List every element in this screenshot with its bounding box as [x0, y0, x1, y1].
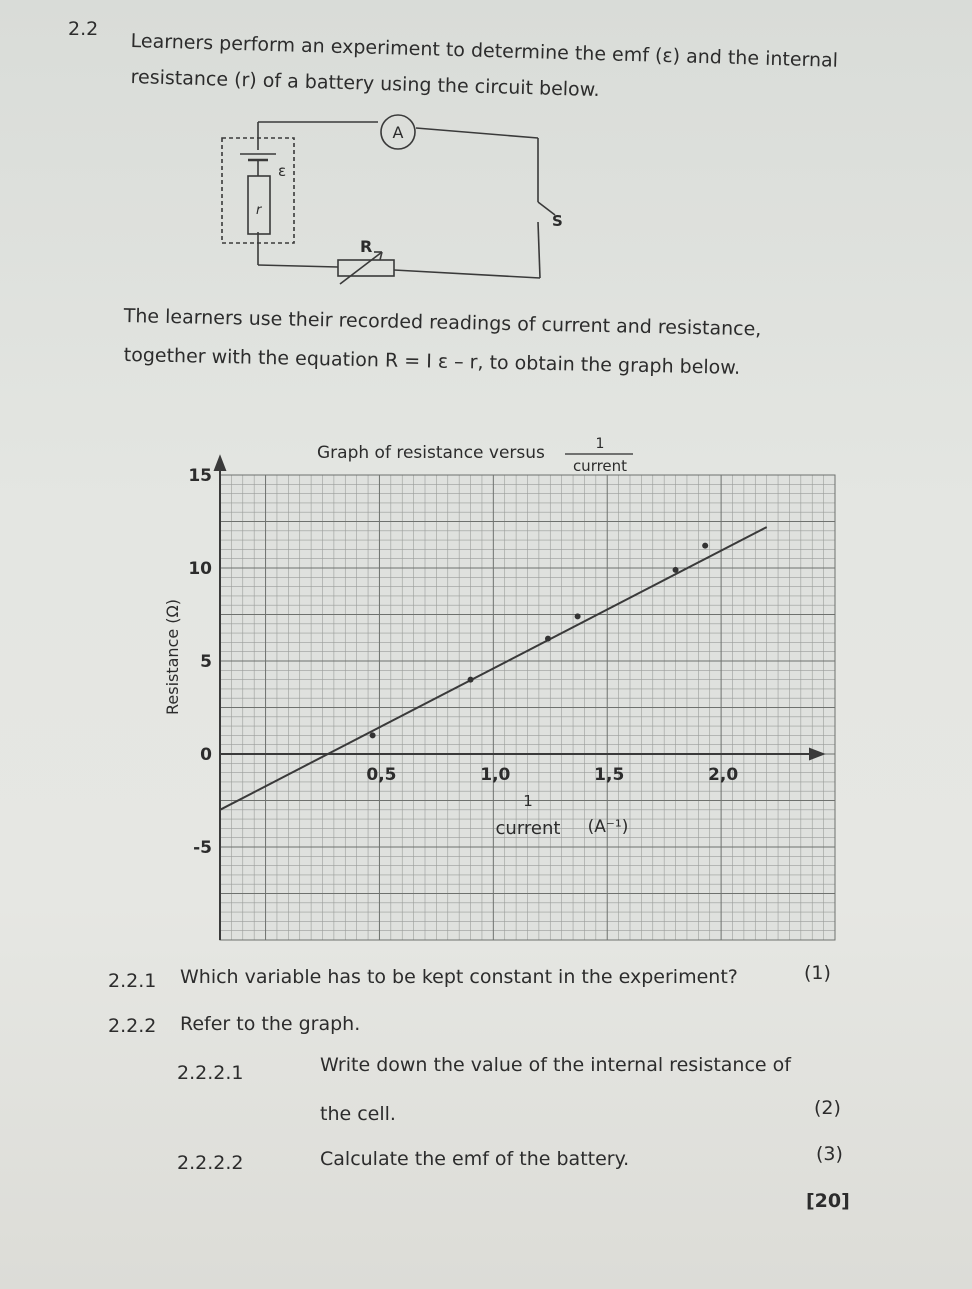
rheostat-body	[338, 260, 394, 276]
x-tick-label: 1,5	[594, 765, 625, 785]
x-axis-label: current	[495, 818, 561, 839]
y-tick-label: 15	[188, 466, 212, 486]
x-axis-label-numerator: 1	[523, 792, 533, 810]
data-point	[575, 613, 581, 619]
emf-label: ε	[278, 162, 287, 180]
x-tick-label: 0,5	[366, 765, 397, 785]
data-point	[545, 636, 551, 642]
y-axis-arrow	[215, 457, 225, 470]
subq-2-2-2-2-text: Calculate the emf of the battery.	[320, 1148, 630, 1170]
wire-bottom-right	[394, 270, 540, 278]
intro-line-1: Learners perform an experiment to determine the emf (ε) and the internal	[130, 30, 839, 72]
title-fraction-denominator: current	[572, 457, 628, 475]
subq-2-2-2-1-marks: (2)	[814, 1097, 841, 1119]
y-tick-label: -5	[193, 838, 212, 858]
y-axis-label: Resistance (Ω)	[163, 598, 182, 715]
subq-2-2-1-text: Which variable has to be kept constant in the experiment?	[180, 966, 738, 988]
ammeter-label: A	[392, 123, 404, 142]
x-axis-unit: (A⁻¹)	[587, 817, 629, 837]
data-point	[702, 543, 708, 549]
x-tick-label: 1,0	[480, 765, 511, 785]
subq-2-2-2-1-text-line2: the cell.	[320, 1103, 396, 1125]
data-point	[468, 677, 474, 683]
subq-2-2-2-1-number: 2.2.2.1	[177, 1062, 244, 1084]
resistance-graph	[150, 420, 850, 950]
subq-2-2-1-marks: (1)	[804, 962, 831, 984]
question-number: 2.2	[68, 18, 99, 40]
subq-2-2-2-text: Refer to the graph.	[180, 1013, 361, 1035]
rheostat-label: R	[360, 237, 373, 256]
title-fraction-numerator: 1	[595, 436, 605, 452]
wire-bottom-left	[258, 265, 338, 267]
subq-2-2-2-2-marks: (3)	[816, 1143, 843, 1165]
y-tick-label: 5	[200, 652, 212, 672]
subq-2-2-2-number: 2.2.2	[108, 1015, 157, 1037]
subq-2-2-2-1-text-line1: Write down the value of the internal resistance of	[320, 1054, 791, 1076]
wire-right-lower	[538, 222, 540, 278]
subq-2-2-2-2-number: 2.2.2.2	[177, 1152, 244, 1174]
x-tick-label: 2,0	[708, 765, 739, 785]
y-tick-label: 0	[200, 745, 212, 765]
y-tick-label: 10	[188, 559, 212, 579]
subq-2-2-1-number: 2.2.1	[108, 970, 157, 992]
graph-title: Graph of resistance versus	[317, 443, 545, 463]
data-point	[673, 567, 679, 573]
circuit-diagram	[210, 110, 563, 290]
rheostat-arrow	[340, 252, 382, 284]
data-point	[370, 732, 376, 738]
total-marks: [20]	[806, 1190, 850, 1212]
internal-resistance-label: r	[256, 203, 262, 218]
intro-line-2: resistance (r) of a battery using the circuit below.	[130, 66, 600, 102]
wire-top-right	[416, 128, 538, 138]
paragraph-line-1: The learners use their recorded readings of current and resistance,	[123, 305, 762, 341]
switch-label: S	[552, 212, 563, 230]
paragraph-line-2: together with the equation R = I ε – r, to obtain the graph below.	[123, 344, 741, 379]
